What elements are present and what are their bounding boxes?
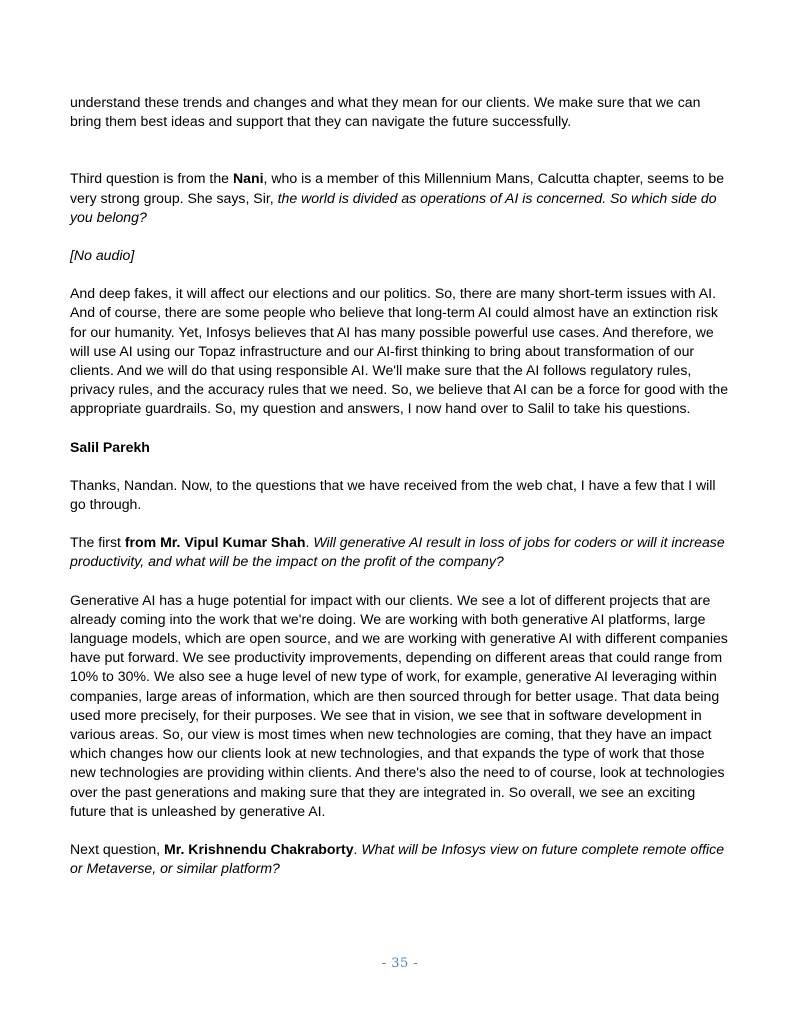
speaker-heading: Salil Parekh	[70, 438, 150, 455]
no-audio-note: [No audio]	[70, 247, 135, 264]
paragraph-third-question	[70, 169, 732, 227]
paragraph-generative-ai: Generative AI has a huge potential for impact with our clients. We see a lot of different projects that are already coming into the work that we're doing. We are working with both generative AI platforms, large language models, which are open source, and we are working with generative AI with different companies have put forward. We see productivity improvements, depending on different areas that could range from 10% to 30%. We also see a huge level of new type of work, for example, generative AI leveraging within companies, large areas of information, which are then sourced through for better usage. That data being used more precisely, for their purposes. We see that in vision, we see that in software development in various areas. So, our view is most times when new technologies are coming, that they have an impact which changes how our clients look at new technologies, and that expands the type of work that those new technologies are providing within clients. And there's also the need to of course, look at technologies over the past generations and making sure that they are integrated in. So overall, we see an exciting future that is unleashed by generative AI.	[70, 591, 728, 819]
question-separator: .	[353, 841, 362, 858]
paragraph-first-question	[70, 533, 732, 571]
questioner-name: Mr. Krishnendu Chakraborty	[164, 841, 354, 858]
paragraph-next-question	[70, 840, 732, 878]
question-separator: .	[305, 534, 314, 551]
question-context: , who is a member of this Millennium Mans, Calcutta chapter, seems to be very strong group. She says, Sir,	[70, 170, 725, 206]
paragraph-deep-fakes: And deep fakes, it will affect our elections and our politics. So, there are many short-term issues with AI. And of course, there are some people who believe that long-term AI could almost have an extinction risk for our humanity. Yet, Infosys believes that AI has many possible powerful use cases. And therefore, we will use AI using our Topaz infrastructure and our AI-first thinking to bring about transformation of our clients. And we will do that using responsible AI. We'll make sure that the AI follows regulatory rules, privacy rules, and the accuracy rules that we need. So, we believe that AI can be a force for good with the appropriate guardrails. So, my question and answers, I now hand over to Salil to take his questions.	[70, 285, 729, 417]
document-body	[70, 93, 732, 898]
questioner-name: from Mr. Vipul Kumar Shah	[124, 534, 306, 551]
question-text: What will be Infosys view on future complete remote office or Metaverse, or similar platform?	[70, 841, 725, 877]
question-text: Will generative AI result in loss of jobs for coders or will it increase productivity, and what will be the impact on the profit of the company?	[70, 534, 725, 570]
question-intro: Third question is from the	[70, 170, 233, 187]
paragraph-trends: understand these trends and changes and what they mean for our clients. We make sure that we can bring them best ideas and support that they can navigate the future successfully.	[70, 94, 701, 130]
paragraph-web-chat: Thanks, Nandan. Now, to the questions that we have received from the web chat, I have a few that I will go through.	[70, 476, 716, 513]
question-intro: Next question,	[70, 841, 165, 858]
question-intro: The first	[70, 534, 125, 551]
questioner-name: Nani	[232, 170, 264, 187]
question-text: the world is divided as operations of AI is concerned. So which side do you belong?	[70, 189, 717, 225]
page-number: - 35 -	[381, 956, 419, 971]
paragraph-no-audio	[70, 246, 732, 265]
